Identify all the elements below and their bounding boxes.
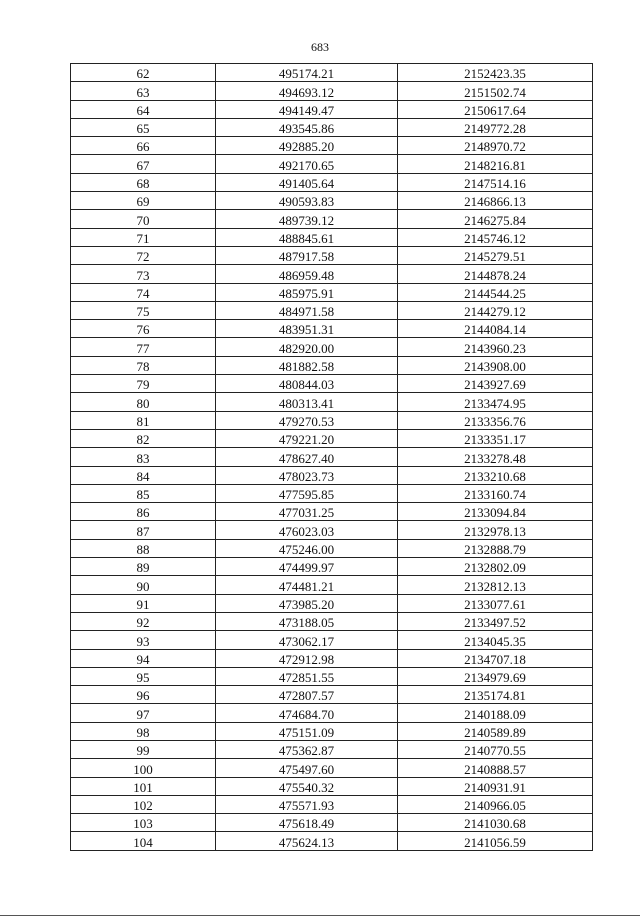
table-row — [71, 429, 593, 447]
table-row — [71, 759, 593, 777]
point-number-cell: 101 — [71, 777, 216, 795]
x-coordinate-cell: 472851.55 — [216, 667, 398, 685]
point-number-cell: 89 — [71, 558, 216, 576]
point-number-cell: 63 — [71, 82, 216, 100]
y-coordinate-cell: 2134707.18 — [398, 649, 593, 667]
y-coordinate-cell: 2141056.59 — [398, 832, 593, 850]
y-coordinate-cell: 2133160.74 — [398, 484, 593, 502]
x-coordinate-cell: 475246.00 — [216, 539, 398, 557]
table-row — [71, 667, 593, 685]
table-row — [71, 228, 593, 246]
y-coordinate-cell: 2140589.89 — [398, 722, 593, 740]
table-row — [71, 466, 593, 484]
y-coordinate-cell: 2147514.16 — [398, 173, 593, 191]
x-coordinate-cell: 475624.13 — [216, 832, 398, 850]
point-number-cell: 88 — [71, 539, 216, 557]
y-coordinate-cell: 2145746.12 — [398, 228, 593, 246]
y-coordinate-cell: 2151502.74 — [398, 82, 593, 100]
x-coordinate-cell: 478023.73 — [216, 466, 398, 484]
x-coordinate-cell: 482920.00 — [216, 338, 398, 356]
page-bottom-edge — [0, 915, 640, 916]
x-coordinate-cell: 483951.31 — [216, 320, 398, 338]
point-number-cell: 75 — [71, 301, 216, 319]
table-row — [71, 82, 593, 100]
table-row — [71, 777, 593, 795]
point-number-cell: 72 — [71, 246, 216, 264]
point-number-cell: 97 — [71, 704, 216, 722]
table-row — [71, 484, 593, 502]
table-row — [71, 64, 593, 82]
point-number-cell: 65 — [71, 118, 216, 136]
point-number-cell: 87 — [71, 521, 216, 539]
point-number-cell: 81 — [71, 411, 216, 429]
point-number-cell: 67 — [71, 155, 216, 173]
y-coordinate-cell: 2143927.69 — [398, 375, 593, 393]
x-coordinate-cell: 492170.65 — [216, 155, 398, 173]
table-row — [71, 594, 593, 612]
table-row — [71, 118, 593, 136]
y-coordinate-cell: 2150617.64 — [398, 100, 593, 118]
table-row — [71, 210, 593, 228]
x-coordinate-cell: 474481.21 — [216, 576, 398, 594]
point-number-cell: 93 — [71, 631, 216, 649]
x-coordinate-cell: 480313.41 — [216, 393, 398, 411]
point-number-cell: 85 — [71, 484, 216, 502]
point-number-cell: 69 — [71, 192, 216, 210]
table-body — [71, 64, 593, 851]
y-coordinate-cell: 2135174.81 — [398, 686, 593, 704]
point-number-cell: 77 — [71, 338, 216, 356]
y-coordinate-cell: 2140931.91 — [398, 777, 593, 795]
y-coordinate-cell: 2140770.55 — [398, 740, 593, 758]
point-number-cell: 102 — [71, 795, 216, 813]
y-coordinate-cell: 2133351.17 — [398, 429, 593, 447]
x-coordinate-cell: 475571.93 — [216, 795, 398, 813]
table-row — [71, 393, 593, 411]
y-coordinate-cell: 2132802.09 — [398, 558, 593, 576]
y-coordinate-cell: 2133094.84 — [398, 503, 593, 521]
table-row — [71, 137, 593, 155]
y-coordinate-cell: 2133278.48 — [398, 448, 593, 466]
point-number-cell: 92 — [71, 612, 216, 630]
table-row — [71, 558, 593, 576]
x-coordinate-cell: 486959.48 — [216, 265, 398, 283]
point-number-cell: 68 — [71, 173, 216, 191]
point-number-cell: 71 — [71, 228, 216, 246]
table-row — [71, 704, 593, 722]
x-coordinate-cell: 485975.91 — [216, 283, 398, 301]
point-number-cell: 100 — [71, 759, 216, 777]
point-number-cell: 62 — [71, 64, 216, 82]
point-number-cell: 86 — [71, 503, 216, 521]
y-coordinate-cell: 2148970.72 — [398, 137, 593, 155]
point-number-cell: 83 — [71, 448, 216, 466]
table-row — [71, 722, 593, 740]
x-coordinate-cell: 475362.87 — [216, 740, 398, 758]
table-row — [71, 649, 593, 667]
table-row — [71, 521, 593, 539]
table-row — [71, 283, 593, 301]
table-row — [71, 448, 593, 466]
table-row — [71, 320, 593, 338]
point-number-cell: 66 — [71, 137, 216, 155]
table-row — [71, 155, 593, 173]
y-coordinate-cell: 2133210.68 — [398, 466, 593, 484]
y-coordinate-cell: 2152423.35 — [398, 64, 593, 82]
point-number-cell: 79 — [71, 375, 216, 393]
y-coordinate-cell: 2146275.84 — [398, 210, 593, 228]
point-number-cell: 94 — [71, 649, 216, 667]
x-coordinate-cell: 492885.20 — [216, 137, 398, 155]
x-coordinate-cell: 477595.85 — [216, 484, 398, 502]
table-row — [71, 411, 593, 429]
page-number: 683 — [311, 40, 329, 54]
y-coordinate-cell: 2134045.35 — [398, 631, 593, 649]
table-row — [71, 301, 593, 319]
point-number-cell: 84 — [71, 466, 216, 484]
x-coordinate-cell: 475151.09 — [216, 722, 398, 740]
y-coordinate-cell: 2148216.81 — [398, 155, 593, 173]
point-number-cell: 90 — [71, 576, 216, 594]
table-row — [71, 832, 593, 850]
point-number-cell: 95 — [71, 667, 216, 685]
y-coordinate-cell: 2144544.25 — [398, 283, 593, 301]
y-coordinate-cell: 2143908.00 — [398, 356, 593, 374]
table-row — [71, 576, 593, 594]
point-number-cell: 73 — [71, 265, 216, 283]
x-coordinate-cell: 473985.20 — [216, 594, 398, 612]
table-row — [71, 539, 593, 557]
point-number-cell: 70 — [71, 210, 216, 228]
y-coordinate-cell: 2146866.13 — [398, 192, 593, 210]
x-coordinate-cell: 475497.60 — [216, 759, 398, 777]
x-coordinate-cell: 495174.21 — [216, 64, 398, 82]
y-coordinate-cell: 2140188.09 — [398, 704, 593, 722]
table-row — [71, 740, 593, 758]
point-number-cell: 98 — [71, 722, 216, 740]
y-coordinate-cell: 2144878.24 — [398, 265, 593, 283]
table-row — [71, 246, 593, 264]
y-coordinate-cell: 2133474.95 — [398, 393, 593, 411]
point-number-cell: 104 — [71, 832, 216, 850]
y-coordinate-cell: 2144084.14 — [398, 320, 593, 338]
point-number-cell: 103 — [71, 814, 216, 832]
table-row — [71, 612, 593, 630]
x-coordinate-cell: 473188.05 — [216, 612, 398, 630]
x-coordinate-cell: 493545.86 — [216, 118, 398, 136]
x-coordinate-cell: 489739.12 — [216, 210, 398, 228]
x-coordinate-cell: 474499.97 — [216, 558, 398, 576]
point-number-cell: 80 — [71, 393, 216, 411]
table-row — [71, 338, 593, 356]
x-coordinate-cell: 478627.40 — [216, 448, 398, 466]
point-number-cell: 64 — [71, 100, 216, 118]
y-coordinate-cell: 2133356.76 — [398, 411, 593, 429]
point-number-cell: 99 — [71, 740, 216, 758]
table-row — [71, 173, 593, 191]
x-coordinate-cell: 479270.53 — [216, 411, 398, 429]
x-coordinate-cell: 476023.03 — [216, 521, 398, 539]
x-coordinate-cell: 494149.47 — [216, 100, 398, 118]
table-row — [71, 795, 593, 813]
point-number-cell: 91 — [71, 594, 216, 612]
y-coordinate-cell: 2141030.68 — [398, 814, 593, 832]
y-coordinate-cell: 2134979.69 — [398, 667, 593, 685]
x-coordinate-cell: 479221.20 — [216, 429, 398, 447]
x-coordinate-cell: 472912.98 — [216, 649, 398, 667]
x-coordinate-cell: 487917.58 — [216, 246, 398, 264]
y-coordinate-cell: 2133077.61 — [398, 594, 593, 612]
x-coordinate-cell: 475618.49 — [216, 814, 398, 832]
point-number-cell: 78 — [71, 356, 216, 374]
table-row — [71, 192, 593, 210]
table-row — [71, 631, 593, 649]
y-coordinate-cell: 2132812.13 — [398, 576, 593, 594]
point-number-cell: 74 — [71, 283, 216, 301]
x-coordinate-cell: 494693.12 — [216, 82, 398, 100]
y-coordinate-cell: 2140966.05 — [398, 795, 593, 813]
x-coordinate-cell: 472807.57 — [216, 686, 398, 704]
table-row — [71, 503, 593, 521]
table-row — [71, 814, 593, 832]
x-coordinate-cell: 484971.58 — [216, 301, 398, 319]
table-row — [71, 686, 593, 704]
x-coordinate-cell: 488845.61 — [216, 228, 398, 246]
point-number-cell: 96 — [71, 686, 216, 704]
y-coordinate-cell: 2145279.51 — [398, 246, 593, 264]
point-number-cell: 76 — [71, 320, 216, 338]
x-coordinate-cell: 473062.17 — [216, 631, 398, 649]
y-coordinate-cell: 2144279.12 — [398, 301, 593, 319]
table-row — [71, 100, 593, 118]
y-coordinate-cell: 2133497.52 — [398, 612, 593, 630]
x-coordinate-cell: 481882.58 — [216, 356, 398, 374]
y-coordinate-cell: 2149772.28 — [398, 118, 593, 136]
table-row — [71, 356, 593, 374]
x-coordinate-cell: 480844.03 — [216, 375, 398, 393]
y-coordinate-cell: 2143960.23 — [398, 338, 593, 356]
y-coordinate-cell: 2132978.13 — [398, 521, 593, 539]
x-coordinate-cell: 475540.32 — [216, 777, 398, 795]
table-row — [71, 265, 593, 283]
point-number-cell: 82 — [71, 429, 216, 447]
x-coordinate-cell: 474684.70 — [216, 704, 398, 722]
y-coordinate-cell: 2140888.57 — [398, 759, 593, 777]
table-row — [71, 375, 593, 393]
x-coordinate-cell: 477031.25 — [216, 503, 398, 521]
x-coordinate-cell: 491405.64 — [216, 173, 398, 191]
x-coordinate-cell: 490593.83 — [216, 192, 398, 210]
coordinates-table — [70, 63, 593, 851]
y-coordinate-cell: 2132888.79 — [398, 539, 593, 557]
